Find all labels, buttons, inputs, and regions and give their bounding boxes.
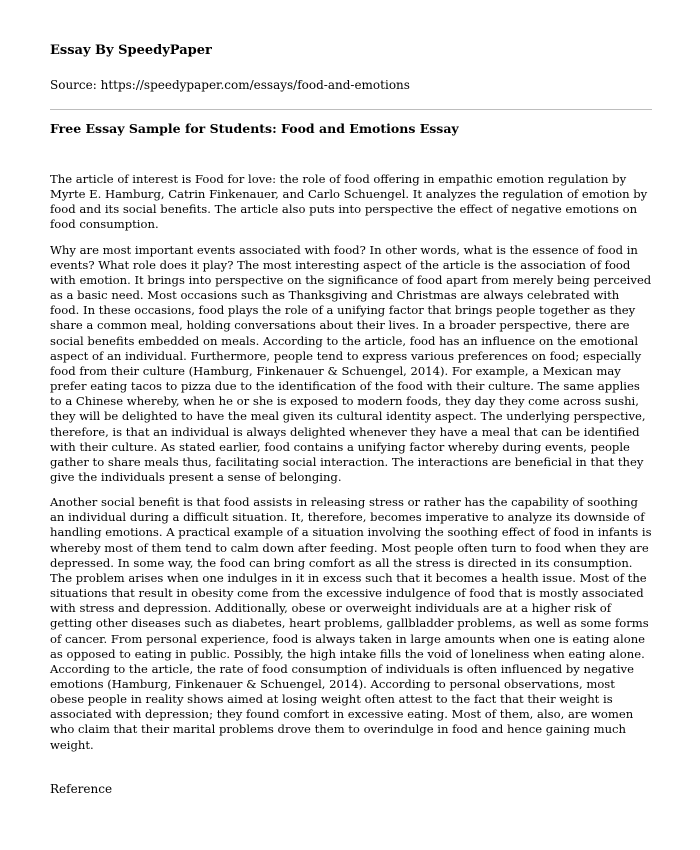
source-line: Source: https://speedypaper.com/essays/food-and-emotions <box>50 78 410 92</box>
document-header <box>50 0 652 93</box>
brand-title: Essay By SpeedyPaper <box>50 43 212 58</box>
essay-paragraph-1: The article of interest is Food for love: the role of food offering in empathic emotion regulation by Myrte E. Hamburg, Catrin Finkenauer, and Carlo Schuengel. It analyzes the regulation of emotion by food and its social benefits. The article also puts into perspective the effect of negative emotions on food consumption. <box>50 172 648 232</box>
essay-body <box>50 172 652 753</box>
reference-heading: Reference <box>50 782 113 796</box>
header-divider <box>50 109 652 110</box>
essay-title: Free Essay Sample for Students: Food and Emotions Essay <box>50 121 459 136</box>
essay-paragraph-2: Why are most important events associated with food? In other words, what is the essence of food in events? What role does it play? The most interesting aspect of the article is the association of food with emotion. It brings into perspective on the significance of food apart from merely being perceived as a basic need. Most occasions such as Thanksgiving and Christmas are always celebrated with food. In these occasions, food plays the role of a unifying factor that brings people together as they share a common meal, holding conversations about their lives. In a broader perspective, there are social benefits embedded on meals. According to the article, food has an influence on the emotional aspect of an individual. Furthermore, people tend to express various preferences on food; especially food from their culture (Hamburg, Finkenauer & Schuengel, 2014). For example, a Mexican may prefer eating tacos to pizza due to the identification of the food with their culture. The same applies to a Chinese whereby, when he or she is exposed to modern foods, they day they come across sushi, they will be delighted to have the meal given its cultural identity aspect. The underlying perspective, therefore, is that an individual is always delighted whenever they have a meal that can be identified with their culture. As stated earlier, food contains a unifying factor whereby during events, people gather to share meals thus, facilitating social interaction. The interactions are beneficial in that they give the individuals present a sense of belonging. <box>50 242 652 484</box>
essay-paragraph-3: Another social benefit is that food assists in releasing stress or rather has the capability of soothing an individual during a difficult situation. It, therefore, becomes imperative to analyze its downside of handling emotions. A practical example of a situation involving the soothing effect of food in infants is whereby most of them tend to calm down after feeding. Most people often turn to food when they are depressed. In some way, the food can bring comfort as all the stress is directed in its consumption. The problem arises when one indulges in it in excess such that it becomes a health issue. Most of the situations that result in obesity come from the excessive indulgence of food that is mostly associated with stress and depression. Additionally, obese or overweight individuals are at a higher risk of getting other diseases such as diabetes, heart problems, gallbladder problems, as well as some forms of cancer. From personal experience, food is always taken in large amounts when one is eating alone as opposed to eating in public. Possibly, the high intake fills the void of loneliness when eating alone. According to the article, the rate of food consumption of individuals is often influenced by negative emotions (Hamburg, Finkenauer & Schuengel, 2014). According to personal observations, most obese people in reality shows aimed at losing weight often attest to the fact that their weight is associated with depression; they found comfort in excessive eating. Most of them, also, are women who claim that their marital problems drove them to overindulge in food and hence gaining much weight. <box>50 495 652 752</box>
